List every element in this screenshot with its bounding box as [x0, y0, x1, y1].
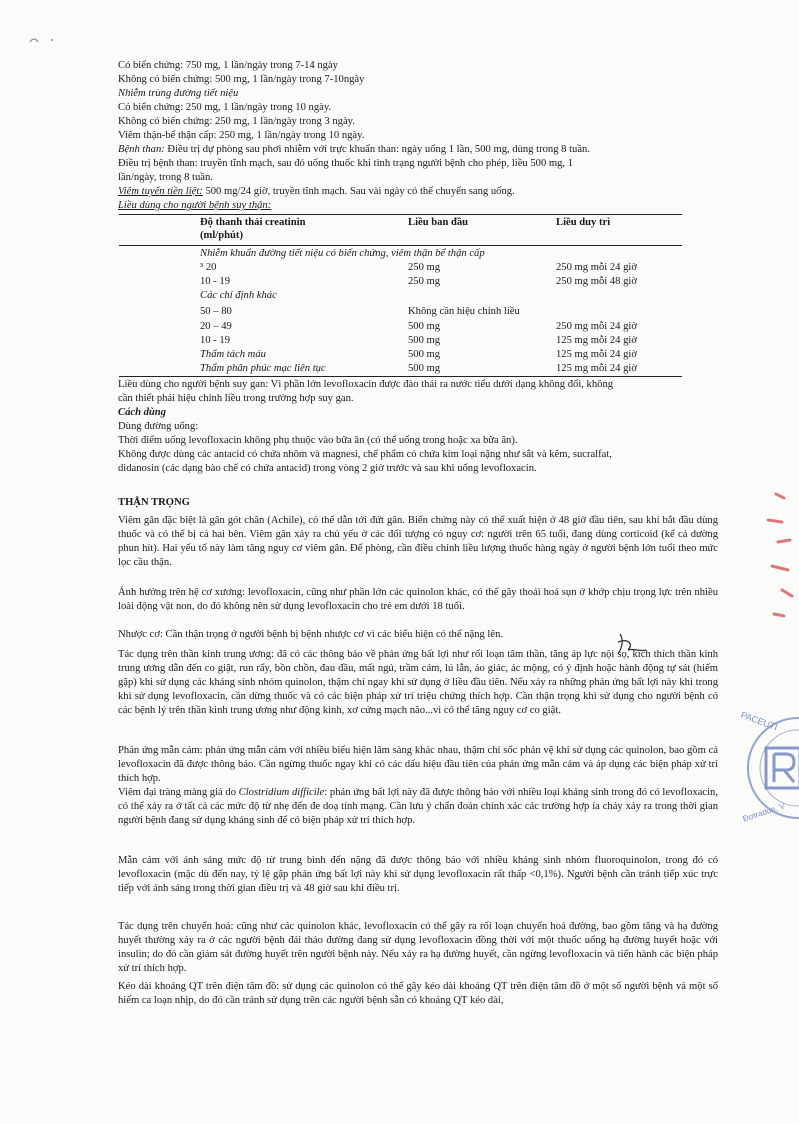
- warning-pseudomembranous-colitis: [118, 786, 718, 828]
- table-cell: 250 mg: [408, 262, 441, 273]
- table-group-uti: Nhiễm khuẩn đường tiết niệu có biến chứng, viêm thận bể thận cấp: [200, 248, 485, 259]
- scan-speck: [28, 34, 58, 48]
- anthrax-label: Bệnh than:: [118, 144, 165, 155]
- prostatitis-label: Viêm tuyến tiền liệt:: [118, 186, 203, 197]
- colitis-text-end: : phản ứng bất lợi này đã được thông báo với nhiều loại kháng sinh trong đó có levofloxacin, có thể xảy ra ở tất cả các mức độ từ nhẹ đến đe doạ tính mạng. Cần lưu ý chẩn đoán chính xác các trường hợp ỉa chảy xảy ra trong thời gian người bệnh đang sử dụng kháng sinh để có biện pháp xử trí thích hợp.: [118, 787, 718, 826]
- table-cell: 125 mg mỗi 24 giờ: [556, 335, 637, 346]
- dosage-line-5: Không có biến chứng: 250 mg, 1 lần/ngày trong 3 ngày.: [118, 116, 355, 127]
- warning-musculoskeletal: Ảnh hưởng trên hệ cơ xương: levofloxacin, cũng như phần lớn các quinolon khác, có thể gây thoái hoá sụn ở khớp chịu trọng lực trên nhiều loài động vật non, do đó không nên sử dụng levofloxacin cho trẻ em dưới 18 tuổi.: [118, 587, 718, 612]
- table-cell: 125 mg mỗi 24 giờ: [556, 349, 637, 360]
- table-row: 10 - 19: [200, 335, 231, 346]
- table-cell: 250 mg: [408, 276, 441, 287]
- hepatic-line-2: cần thiết phải hiệu chỉnh liều trong trường hợp suy gan.: [118, 393, 354, 404]
- dosage-line-8: Điều trị bệnh than: truyền tĩnh mạch, sau đó uống thuốc khi tình trạng người bệnh cho phép, liều 500 mg, 1: [118, 158, 574, 169]
- red-stamp-fragment: [758, 490, 799, 630]
- table-row: Thẩm phân phúc mạc liên tục: [200, 363, 326, 374]
- warning-photosensitivity: Mẫn cảm với ánh sáng mức độ từ trung bình đến nặng đã được thông báo với nhiều kháng sinh nhóm fluoroquinolon, trong đó có levofloxacin (mặc dù đến nay, tỷ lệ gặp phản ứng bất lợi này khi sử dụng levofloxacin rất thấp <0,1%). Người bệnh cần tránh tiếp xúc trực tiếp với ánh sáng trong thời gian điều trị và 48 giờ sau khi điều trị.: [118, 855, 718, 894]
- signature-mark: [610, 630, 650, 658]
- warning-cns: Tác dụng trên thần kinh trung ương: đã có các thông báo về phản ứng bất lợi như rối loạn tâm thần, tăng áp lực nội sọ, kích thích thần kinh trung ương dẫn đến co giật, run rẩy, bồn chồn, đau đầu, mất ngủ, trầm cảm, lú lẫn, ảo giác, ác mộng, có ý định hoặc hành động tự sát (hiếm gặp) khi sử dụng các kháng sinh nhóm quinolon, thậm chí ngay khi sử dụng ở liều đầu tiên. Nếu xảy ra những phản ứng bất lợi này khi trong khi sử dụng levofloxacin, cần dừng thuốc và có các biện pháp xử trí triệu chứng thích hợp. Cần thận trọng khi sử dụng cho người bệnh có các bệnh lý trên thần kinh trung ương như động kinh, xơ cứng mạch não...vì có thể tăng nguy cơ co giật.: [118, 649, 718, 716]
- warning-myasthenia: Nhược cơ: Cần thận trọng ở người bệnh bị bệnh nhược cơ vì các biểu hiện có thể nặng lên.: [118, 629, 504, 640]
- administration-line-4: didanosin (các dạng bào chế có chứa antacid) trong vòng 2 giờ trước và sau khi uống levofloxacin.: [118, 463, 537, 474]
- dosage-line-prostatitis: [118, 185, 515, 198]
- renal-dosing-heading: Liều dùng cho người bệnh suy thận:: [118, 200, 272, 211]
- dosage-line-2: Không có biến chứng: 500 mg, 1 lần/ngày trong 7-10ngày: [118, 74, 365, 85]
- table-header-maintenance-dose: Liều duy trì: [556, 217, 611, 228]
- warning-metabolism: Tác dụng trên chuyển hoá: cũng như các quinolon khác, levofloxacin có thể gây ra rối loạn chuyển hoá đường, bao gồm tăng và hạ đường huyết thường xảy ra ở các người bệnh đái tháo đường đang sử dụng levofloxacin đồng thời với một thuốc uống hạ đường huyết hoặc với insulin; do đó cần giám sát đường huyết trên người bệnh này. Nếu xảy ra hạ đường huyết, cần ngừng levofloxacin và tiến hành các biện pháp xử trí thích hợp.: [118, 921, 718, 974]
- table-cell: 250 mg mỗi 48 giờ: [556, 276, 637, 287]
- administration-line-1: Dùng đường uống:: [118, 421, 199, 432]
- administration-line-3: Không được dùng các antacid có chứa nhôm và magnesi, chế phẩm có chứa kim loại nặng như sắt và kẽm, sucralfat,: [118, 449, 612, 460]
- stamp-bottom-text: Đơtradun, V: [741, 801, 786, 824]
- table-cell: 500 mg: [408, 321, 441, 332]
- prostatitis-text: 500 mg/24 giờ, truyền tĩnh mạch. Sau vài ngày có thể chuyển sang uống.: [202, 186, 515, 197]
- table-row: ³ 20: [200, 262, 217, 273]
- dosage-line-6: Viêm thận-bể thận cấp: 250 mg, 1 lần/ngày trong 10 ngày.: [118, 130, 365, 141]
- table-cell: 500 mg: [408, 363, 441, 374]
- dosage-line-1: Có biến chứng: 750 mg, 1 lần/ngày trong 7-14 ngày: [118, 60, 338, 71]
- warning-hypersensitivity: Phản ứng mẫn cảm: phản ứng mẫn cảm với nhiều biểu hiện lâm sàng khác nhau, thậm chí sốc phản vệ khi sử dụng các quinolon, bao gồm cả levofloxacin đã được thông báo. Cần ngừng thuốc ngay khi có các dấu hiệu đầu tiên của phản ứng mẫn cảm và áp dụng các biện pháp xử trí thích hợp.: [118, 745, 718, 784]
- table-cell: 500 mg: [408, 349, 441, 360]
- table-top-rule: [119, 214, 682, 215]
- warning-tendinitis: Viêm gân đặc biệt là gân gót chân (Achile), có thể dẫn tới đứt gân. Biến chứng này có thể xuất hiện ở 48 giờ đầu tiên, sau khi bắt đầu dùng thuốc và có thể bị cả hai bên. Viêm gân xảy ra chủ yếu ở các đối tượng có nguy cơ: người trên 65 tuổi, đang dùng corticoid (kể cả dường phun hít). Hai yếu tố này làm tăng nguy cơ viêm gân. Để phòng, cần điều chỉnh liều lượng thuốc hàng ngày ở người bệnh lớn tuổi theo mức lọc cầu thận.: [118, 515, 718, 568]
- colitis-organism: Clostridium difficile: [238, 787, 325, 798]
- table-header-clearance-unit: (ml/phút): [200, 230, 243, 241]
- table-header-clearance: Độ thanh thải creatinin: [200, 217, 306, 228]
- table-row: 50 – 80: [200, 306, 232, 317]
- table-row: Thẩm tách máu: [200, 349, 266, 360]
- table-header-rule: [119, 245, 682, 246]
- table-group-other: Các chỉ định khác: [200, 290, 277, 301]
- warnings-heading: THẬN TRỌNG: [118, 497, 190, 508]
- dosage-line-anthrax: [118, 143, 590, 156]
- administration-line-2: Thời điểm uống levofloxacin không phụ thuộc vào bữa ăn (có thể uống trong hoặc xa bữa ăn).: [118, 435, 518, 446]
- hepatic-line-1: Liều dùng cho người bệnh suy gan: Vì phần lớn levofloxacin được đào thải ra nước tiểu dưới dạng không đổi, không: [118, 379, 614, 390]
- table-header-initial-dose: Liều ban đầu: [408, 217, 469, 228]
- anthrax-text: Điều trị dự phòng sau phơi nhiễm với trực khuẩn than: ngày uống 1 lần, 500 mg, dùng trong 8 tuần.: [164, 144, 590, 155]
- table-cell: 250 mg mỗi 24 giờ: [556, 321, 637, 332]
- dosage-subheading-uti: Nhiễm trùng đường tiết niệu: [118, 88, 239, 99]
- colitis-text-start: Viêm đại tràng màng giả do: [118, 787, 239, 798]
- table-cell: 500 mg: [408, 335, 441, 346]
- administration-heading: Cách dùng: [118, 407, 166, 418]
- table-bottom-rule: [119, 376, 682, 377]
- dosage-line-4: Có biến chứng: 250 mg, 1 lần/ngày trong 10 ngày.: [118, 102, 332, 113]
- table-cell: 250 mg mỗi 24 giờ: [556, 262, 637, 273]
- stamp-top-text: PACEUTI: [739, 709, 779, 733]
- dosage-line-9: lần/ngày, trong 8 tuần.: [118, 172, 213, 183]
- warning-qt-prolongation: Kéo dài khoảng QT trên điện tâm đồ: sử dụng các quinolon có thể gây kéo dài khoảng QT trên điện tâm đồ ở một số người bệnh và một số hiếm ca loạn nhịp, do đó cần tránh sử dụng trên các người bệnh sẵn có khoảng QT kéo dài,: [118, 981, 718, 1006]
- table-cell: Không cần hiệu chỉnh liều: [408, 306, 520, 317]
- table-cell: 125 mg mỗi 24 giờ: [556, 363, 637, 374]
- table-row: 20 – 49: [200, 321, 232, 332]
- table-row: 10 - 19: [200, 276, 231, 287]
